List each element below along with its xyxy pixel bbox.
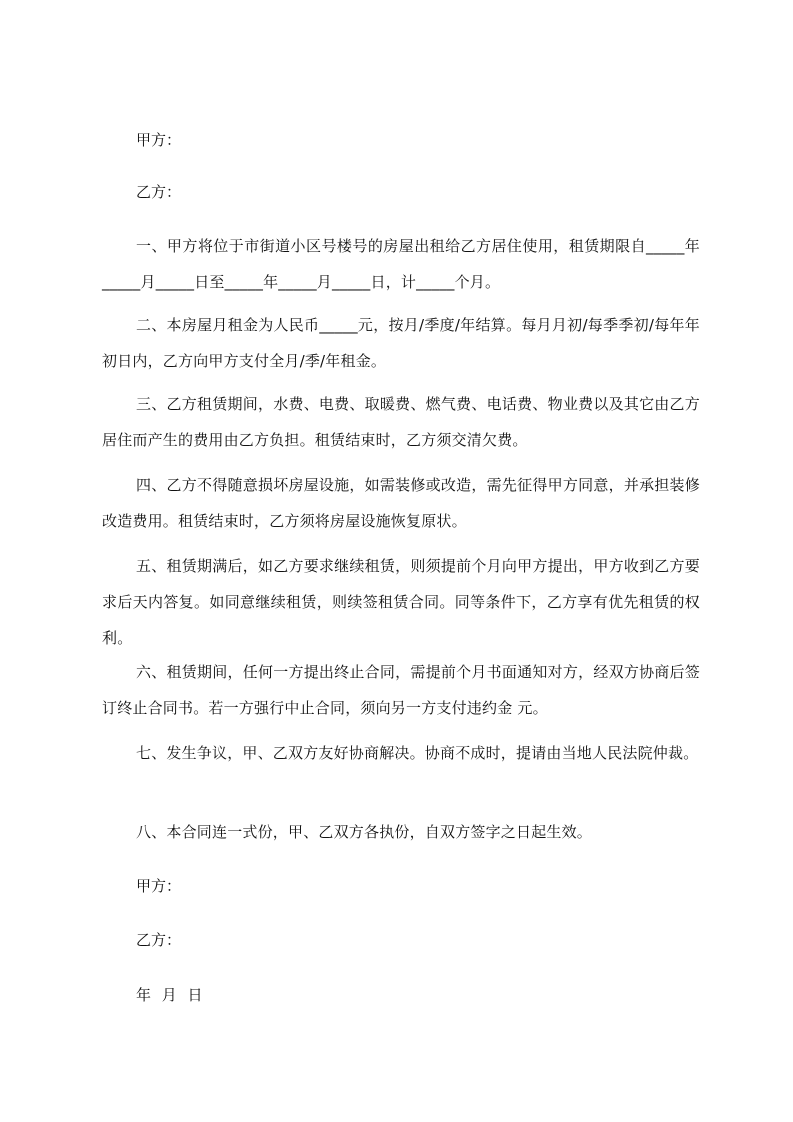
clause-3: 三、乙方租赁期间，水费、电费、取暖费、燃气费、电话费、物业费以及其它由乙方居住而产生的费用由乙方负担。租赁结束时，乙方须交清欠费。 xyxy=(102,395,700,449)
header-party-a: 甲方： xyxy=(136,131,182,149)
header-party-b: 乙方： xyxy=(136,183,182,201)
date-line: 年 月 日 xyxy=(136,986,203,1004)
footer-party-a: 甲方： xyxy=(136,877,182,895)
clause-4: 四、乙方不得随意损坏房屋设施，如需装修或改造，需先征得甲方同意，并承担装修改造费用。租赁结束时，乙方须将房屋设施恢复原状。 xyxy=(102,476,700,530)
footer-party-b: 乙方： xyxy=(136,931,182,949)
clause-6: 六、租赁期间，任何一方提出终止合同，需提前个月书面通知对方，经双方协商后签订终止合同书。若一方强行中止合同，须向另一方支付违约金 元。 xyxy=(102,663,700,717)
clause-7: 七、发生争议，甲、乙双方友好协商解决。协商不成时，提请由当地人民法院仲裁。 xyxy=(136,744,699,762)
clause-5: 五、租赁期满后，如乙方要求继续租赁，则须提前个月向甲方提出，甲方收到乙方要求后天内答复。如同意继续租赁，则续签租赁合同。同等条件下，乙方享有优先租赁的权利。 xyxy=(102,557,700,647)
clause-1: 一、甲方将位于市街道小区号楼号的房屋出租给乙方居住使用，租赁期限自_____年_____月_____日至_____年_____月_____日，计_____个月。 xyxy=(102,237,700,291)
clause-8: 八、本合同连一式份，甲、乙双方各执份，自双方签字之日起生效。 xyxy=(136,823,593,841)
clause-2: 二、本房屋月租金为人民币_____元，按月/季度/年结算。每月月初/每季季初/每年年初日内，乙方向甲方支付全月/季/年租金。 xyxy=(102,316,700,370)
